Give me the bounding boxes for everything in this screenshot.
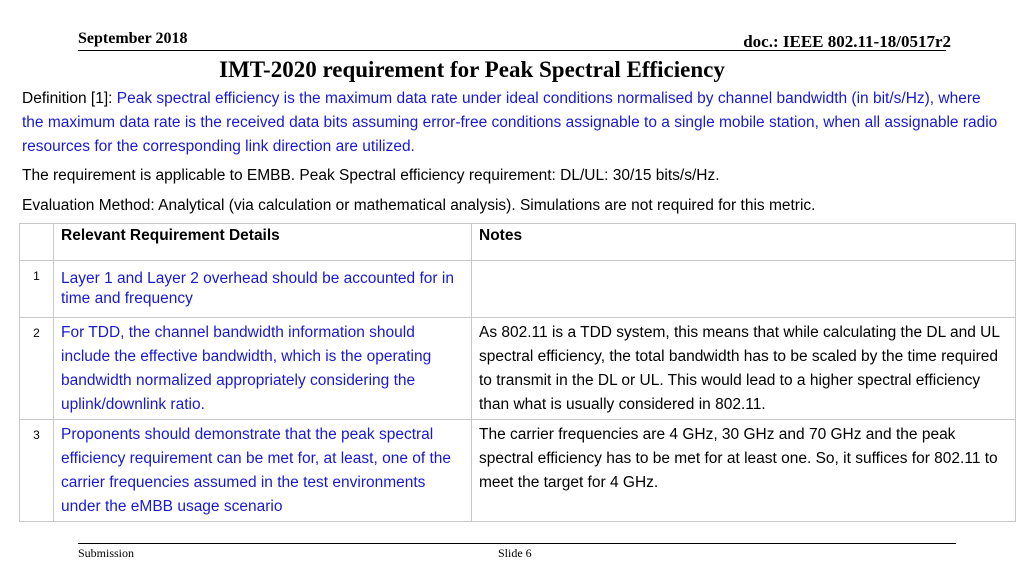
table-row [20, 261, 1016, 318]
definition-text: Peak spectral efficiency is the maximum data rate under ideal conditions normalised by channel bandwidth (in bit/s/Hz), where the maximum data rate is the received data bits assuming error-free conditions assignable to a single mobile station, when all assignable radio resources for the corresponding link direction are utilized. [22, 90, 998, 155]
row-details: For TDD, the channel bandwidth information should include the effective bandwidth, which is the operating bandwidth normalized appropriately considering the uplink/downlink ratio. [61, 324, 432, 413]
header-cell-number [20, 224, 54, 261]
definition-label: Definition [1]: [22, 90, 117, 107]
footer-divider [78, 543, 956, 544]
header-doc-id: doc.: IEEE 802.11-18/0517r2 [743, 32, 951, 51]
slide-title: IMT-2020 requirement for Peak Spectral Efficiency [219, 57, 725, 82]
row-notes: As 802.11 is a TDD system, this means that while calculating the DL and UL spectral efficiency, the total bandwidth has to be scaled by the time required to transmit in the DL or UL. This would lead to a higher spectral efficiency than what is usually considered in 802.11. [479, 324, 1000, 413]
table-row [20, 318, 1016, 420]
row-details-cell [54, 420, 472, 522]
row-details: Layer 1 and Layer 2 overhead should be accounted for in time and frequency [61, 270, 454, 307]
row-notes: The carrier frequencies are 4 GHz, 30 GHz and 70 GHz and the peak spectral efficiency has to be met for at least one. So, it suffices for 802.11 to meet the target for 4 GHz. [479, 426, 998, 491]
footer-submission: Submission [78, 546, 135, 560]
row-notes-cell [472, 318, 1016, 420]
row-number-cell [20, 420, 54, 522]
requirement-paragraph: The requirement is applicable to EMBB. Peak Spectral efficiency requirement: DL/UL: 30/15 bits/s/Hz. [22, 167, 720, 184]
row-notes-cell [472, 420, 1016, 522]
row-details: Proponents should demonstrate that the peak spectral efficiency requirement can be met for, at least, one of the carrier frequencies assumed in the test environments under the eMBB usage scenario [61, 426, 452, 515]
evaluation-paragraph: Evaluation Method: Analytical (via calculation or mathematical analysis). Simulations are not required for this metric. [22, 197, 816, 214]
row-details-cell [54, 261, 472, 318]
table-row [20, 420, 1016, 522]
row-number-cell [20, 318, 54, 420]
definition-paragraph [22, 87, 1002, 159]
row-number: 1 [33, 269, 40, 283]
table-header-row [20, 224, 1016, 261]
row-details-cell [54, 318, 472, 420]
header-cell-notes: Notes [472, 224, 1016, 261]
row-notes-cell [472, 261, 1016, 318]
row-number-cell [20, 261, 54, 318]
header-cell-details: Relevant Requirement Details [54, 224, 472, 261]
footer-slide-number: Slide 6 [498, 546, 532, 560]
requirements-table [19, 223, 1016, 522]
row-number: 3 [33, 428, 40, 442]
header-date: September 2018 [78, 30, 188, 47]
header-divider [78, 50, 946, 51]
row-number: 2 [33, 326, 40, 340]
